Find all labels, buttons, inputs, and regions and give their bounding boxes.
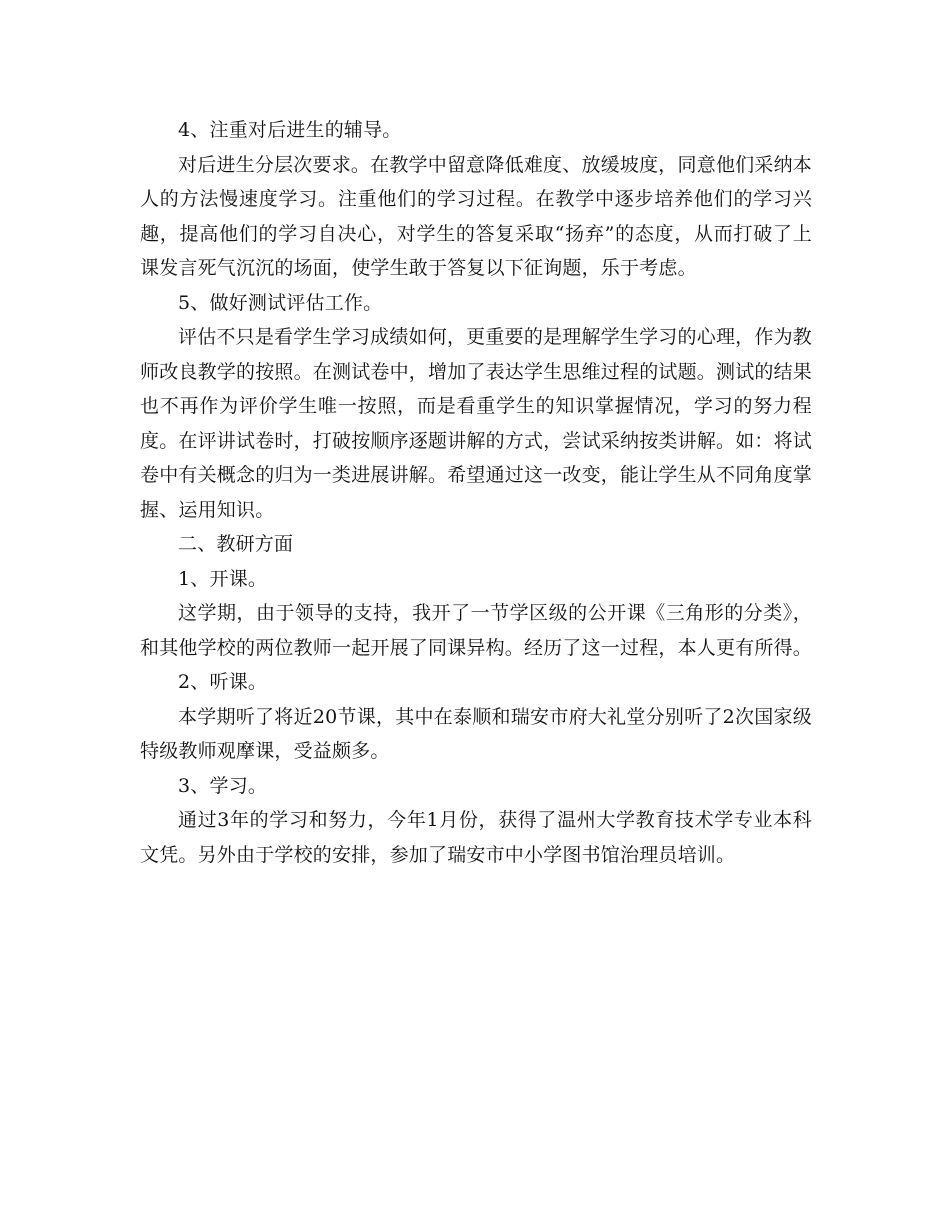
heading-test-evaluation: 5、做好测试评估工作。	[178, 291, 383, 314]
section-heading-teaching-research: 二、教研方面	[178, 533, 294, 555]
heading-lesson-observation: 2、听课。	[178, 671, 268, 693]
paragraph-lesson-observation-details: 本学期听了将近20节课，其中在泰顺和瑞安市府大礼堂分别听了2次国家级特级教师观摩课，受益颇多。	[140, 705, 812, 762]
paragraph-study-details: 通过3年的学习和努力，今年1月份，获得了温州大学教育技术学专业本科文凭。另外由于学校的安排，参加了瑞安市中小学图书馆治理员培训。	[140, 809, 812, 866]
paragraph-tutoring-details: 对后进生分层次要求。在教学中留意降低难度、放缓坡度，同意他们采纳本人的方法慢速度学习。注重他们的学习过程。在教学中逐步培养他们的学习兴趣，提高他们的学习自决心，对学生的答复采取“扬弃”的态度，从而打破了上课发言死气沉沉的场面，使学生敢于答复以下征询题，乐于考虑。	[140, 153, 812, 279]
paragraph-evaluation-details: 评估不只是看学生学习成绩如何，更重要的是理解学生学习的心理，作为教师改良教学的按照。在测试卷中，增加了表达学生思维过程的试题。测试的结果也不再作为评价学生唯一按照，而是看重学生的知识掌握情况，学习的努力程度。在评讲试卷时，打破按顺序逐题讲解的方式，尝试采纳按类讲解。如：将试卷中有关概念的归为一类进展讲解。希望通过这一改变，能让学生从不同角度掌握、运用知识。	[140, 326, 813, 521]
document-body	[140, 113, 812, 872]
heading-open-class: 1、开课。	[178, 567, 268, 590]
heading-tutoring-weak-students: 4、注重对后进生的辅导。	[178, 119, 402, 141]
heading-study: 3、学习。	[178, 774, 268, 797]
paragraph-open-class-details: 这学期，由于领导的支持，我开了一节学区级的公开课《三角形的分类》，和其他学校的两位教师一起开展了同课异构。经历了这一过程，本人更有所得。	[140, 602, 813, 659]
